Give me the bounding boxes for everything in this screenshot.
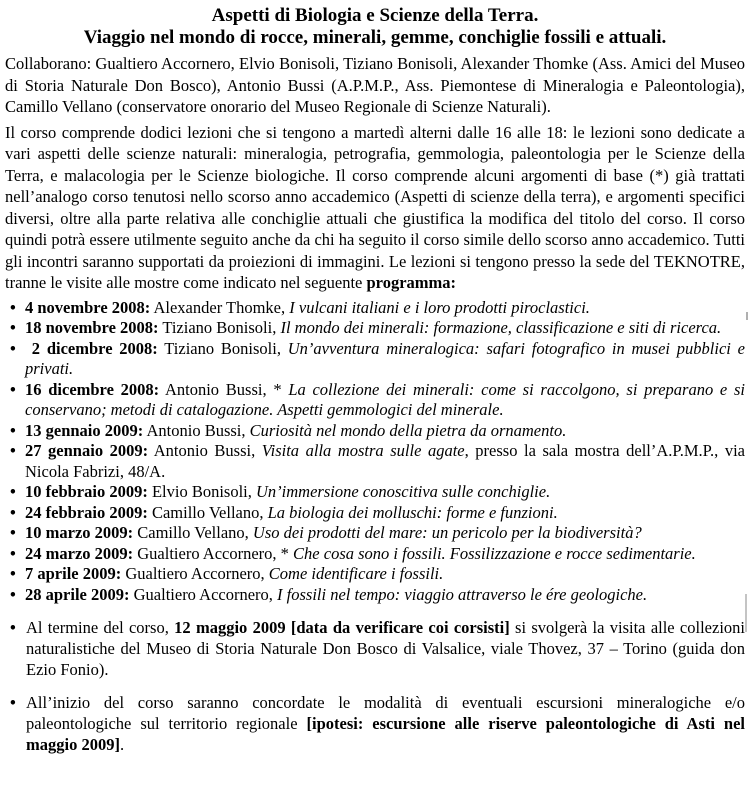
program-item <box>5 339 745 380</box>
text-segment: Curiosità nel mondo della pietra da ornamento. <box>249 420 567 440</box>
program-item <box>5 564 745 585</box>
text-segment: Antonio Bussi, * <box>159 379 289 399</box>
program-list <box>5 298 745 606</box>
text-segment: 4 novembre 2008: <box>25 297 151 317</box>
text-segment: Il mondo dei minerali: formazione, classificazione e siti di ricerca. <box>280 318 722 337</box>
program-item <box>5 503 745 524</box>
text-segment: Un’immersione conoscitiva sulle conchiglie. <box>256 482 551 501</box>
text-segment: Gualtiero Accornero, * <box>133 543 294 563</box>
program-item <box>5 523 745 544</box>
text-segment: Camillo Vellano, <box>133 523 253 542</box>
text-segment: 10 febbraio 2009: <box>25 482 148 501</box>
program-item <box>5 421 745 442</box>
text-segment: 12 maggio 2009 [data da verificare coi corsisti] <box>174 618 510 637</box>
text-segment: 16 dicembre 2008: <box>25 379 160 399</box>
text-segment: Alexander Thomke, <box>150 297 290 317</box>
course-description-paragraph <box>5 122 745 294</box>
program-item <box>5 380 745 421</box>
program-item <box>5 441 745 482</box>
text-segment: I vulcani italiani e i loro prodotti piroclastici. <box>289 297 590 317</box>
text-segment: Tiziano Bonisoli, <box>158 318 281 337</box>
text-segment: Il corso comprende dodici lezioni che si tengono a martedì alterni dalle 16 alle 18: le lezioni sono dedicate a vari aspetti delle scienze naturali: mineralogia, petrografia, gemmologia, paleontologia per le Scienze della Terra, e malacologia per le Scienze biologiche. Il corso comprende alcuni argomenti di base (*) già trattati nell’analogo corso tenutosi nello scorso anno accademico (Aspetti di scienze della terra), e argomenti specifici diversi, oltre alla parte relativa alle conchiglie attuali che giustifica la modifica del titolo del corso. Il corso quindi potrà essere utilmente seguito anche da chi ha seguito il corso simile dello scorso anno accademico. Tutti gli incontri saranno supportati da proiezioni di immagini. Le lezioni si tengono presso la sede del TEKNOTRE, tranne le visite alle mostre come indicato nel seguente <box>5 122 745 292</box>
text-segment: 28 aprile 2009: <box>25 584 130 604</box>
note-item <box>5 692 745 755</box>
text-segment: 24 febbraio 2009: <box>25 502 148 522</box>
program-item <box>5 544 745 565</box>
text-segment: 18 novembre 2008: <box>25 318 159 337</box>
scan-artifact <box>745 594 747 632</box>
text-segment: si svolgerà la visita alle collezioni naturalistiche del Museo di Storia Naturale Don Bosco di Valsalice, viale Thovez, 37 – Torino (guida don Ezio Fonio). <box>26 618 745 679</box>
text-segment: Un’avventura mineralogica: safari fotografico in musei pubblici e privati. <box>25 338 745 378</box>
text-segment: . <box>119 735 125 754</box>
document-header <box>5 5 745 49</box>
program-item <box>5 318 745 339</box>
text-segment: Come identificare i fossili. <box>268 564 444 583</box>
text-segment: Uso dei prodotti del mare: un pericolo per la biodiversità? <box>252 523 642 542</box>
text-segment <box>25 339 32 358</box>
text-segment: Che cosa sono i fossili. Fossilizzazione e rocce sedimentarie. <box>293 543 696 563</box>
text-segment: Al termine del corso, <box>26 618 175 637</box>
note-item <box>5 617 745 680</box>
text-segment: Tiziano Bonisoli, <box>157 338 288 358</box>
text-segment: 24 marzo 2009: <box>25 543 134 563</box>
text-segment: Visita alla mostra sulle agate <box>261 441 465 460</box>
page-title-line1: Aspetti di Biologia e Scienze della Terra. <box>211 5 539 26</box>
text-segment: 7 aprile 2009: <box>25 564 122 583</box>
text-segment: programma: <box>366 273 457 292</box>
program-item <box>5 482 745 503</box>
text-segment: Elvio Bonisoli, <box>147 482 257 501</box>
notes-list <box>5 617 745 755</box>
program-item <box>5 585 745 606</box>
text-segment: 2 dicembre 2008: <box>31 338 158 358</box>
text-segment: Gualtiero Accornero, <box>121 564 269 583</box>
text-segment: 10 marzo 2009: <box>25 523 134 542</box>
text-segment: All’inizio del corso saranno concordate le modalità di eventuali escursioni mineralogiche e/o paleontologiche sul territorio regionale <box>26 693 745 733</box>
text-segment: , presso la sala mostra dell’A.P.M.P., via Nicola Fabrizi, 48/A. <box>25 441 745 481</box>
text-segment: Antonio Bussi, <box>143 420 250 440</box>
scan-artifact <box>746 312 748 320</box>
text-segment: 13 gennaio 2009: <box>25 420 144 440</box>
text-segment: La biologia dei molluschi: forme e funzioni. <box>267 502 558 522</box>
collaborators-paragraph <box>5 53 745 118</box>
text-segment: [ipotesi: escursione alle riserve paleontologiche di Asti nel maggio 2009] <box>26 714 745 754</box>
program-item <box>5 298 745 319</box>
text-segment: Antonio Bussi, <box>148 441 262 460</box>
text-segment: I fossili nel tempo: viaggio attraverso le ére geologiche. <box>277 584 648 604</box>
text-segment: Camillo Vellano, <box>147 502 268 522</box>
text-segment: 27 gennaio 2009: <box>25 441 149 460</box>
text-segment: Collaborano: Gualtiero Accornero, Elvio Bonisoli, Tiziano Bonisoli, Alexander Thomke (Ass. Amici del Museo di Storia Naturale Don Bosco), Antonio Bussi (A.P.M.P., Ass. Piemontese di Mineralogia e Paleontologia), Camillo Vellano (conservatore onorario del Museo Regionale di Scienze Naturali). <box>5 54 745 116</box>
page-title-line2: Viaggio nel mondo di rocce, minerali, gemme, conchiglie fossili e attuali. <box>83 27 667 48</box>
text-segment: Gualtiero Accornero, <box>129 584 278 604</box>
text-segment: La collezione dei minerali: come si raccolgono, si preparano e si conservano; metodi di catalogazione. Aspetti gemmologici del minerale. <box>25 379 745 419</box>
